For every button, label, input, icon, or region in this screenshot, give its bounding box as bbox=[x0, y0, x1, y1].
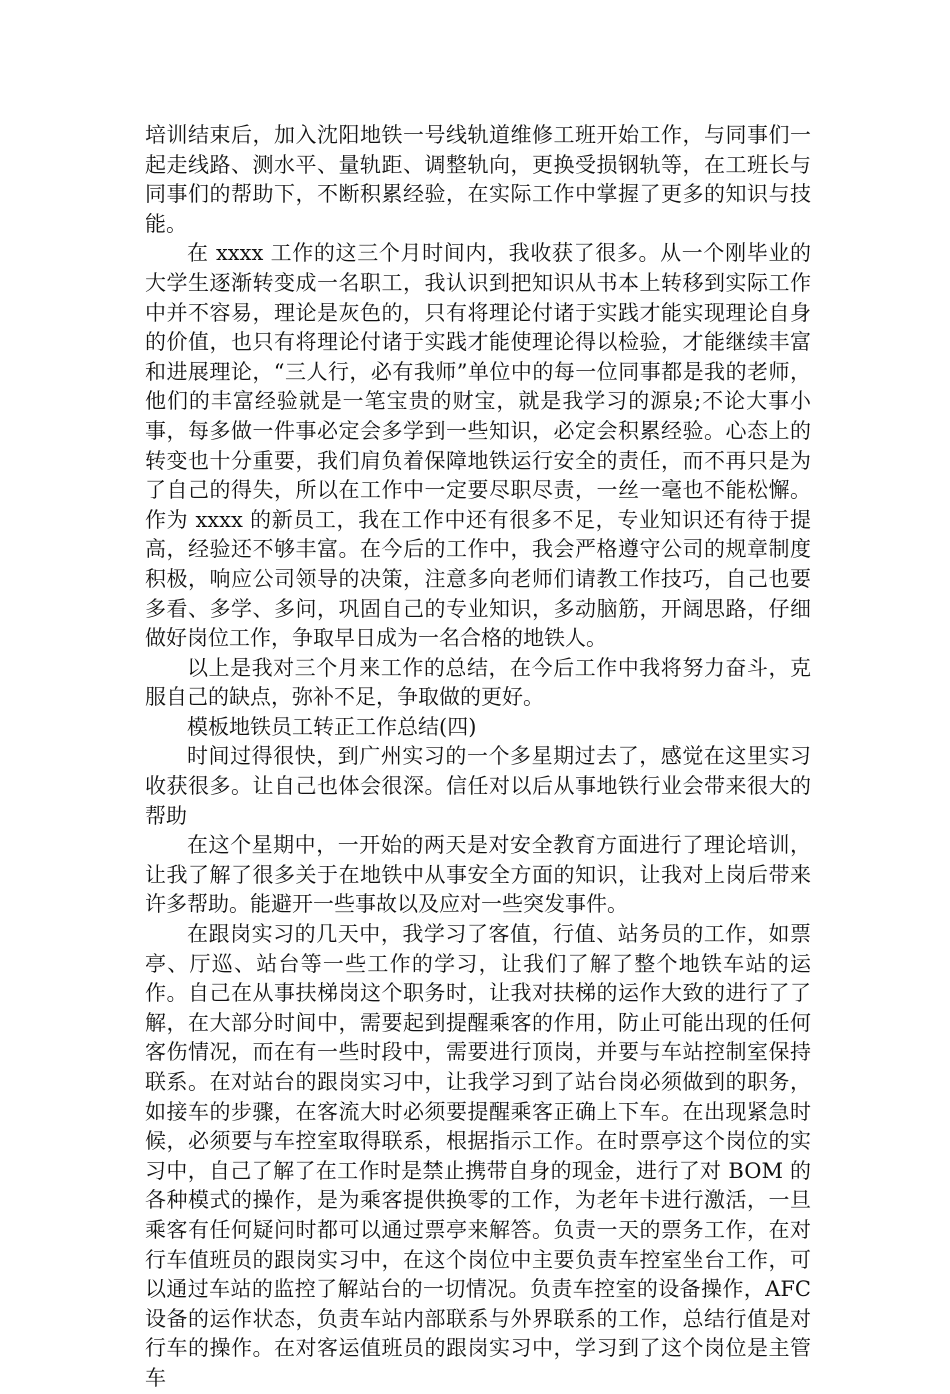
paragraph-4: 时间过得很快，到广州实习的一个多星期过去了，感觉在这里实习收获很多。让自己也体会很深。信任对以后从事地铁行业会带来很大的帮助 bbox=[145, 744, 811, 828]
paragraph-3: 以上是我对三个月来工作的总结，在今后工作中我将努力奋斗，克服自己的缺点，弥补不足，争取做的更好。 bbox=[145, 655, 811, 710]
paragraph-6: 在跟岗实习的几天中，我学习了客值，行值、站务员的工作，如票亭、厅巡、站台等一些工作的学习，让我们了解了整个地铁车站的运作。自己在从事扶梯岗这个职务时，让我对扶梯的运作大致的进行了了解，在大部分时间中，需要起到提醒乘客的作用，防止可能出现的任何客伤情况，而在有一些时段中，需要进行顶岗，并要与车站控制室保持联系。在对站台的跟岗实习中，让我学习到了站台岗必须做到的职务，如接车的步骤，在客流大时必须要提醒乘客正确上下车。在出现紧急时候，必须要与车控室取得联系，根据指示工作。在时票亭这个岗位的实习中，自己了解了在工作时是禁止携带自身的现金，进行了对 BOM 的各种模式的操作，是为乘客提供换零的工作，为老年卡进行激活，一旦乘客有任何疑问时都可以通过票亭来解答。负责一天的票务工作，在对行车值班员的跟岗实习中，在这个岗位中主要负责车控室坐台工作，可以通过车站的监控了解站台的一切情况。负责车控室的设备操作，AFC 设备的运作状态，负责车站内部联系与外界联系的工作，总结行值是对行车的操作。在对客运值班员的跟岗实习中，学习到了这个岗位是主管车 bbox=[145, 922, 811, 1390]
paragraph-2: 在 xxxx 工作的这三个月时间内，我收获了很多。从一个刚毕业的大学生逐渐转变成一名职工，我认识到把知识从书本上转移到实际工作中并不容易，理论是灰色的，只有将理论付诸于实践才能实现理论自身的价值，也只有将理论付诸于实践才能使理论得以检验，才能继续丰富和进展理论，“三人行，必有我师”单位中的每一位同事都是我的老师，他们的丰富经验就是一笔宝贵的财宝，就是我学习的源泉;不论大事小事，每多做一件事必定会多学到一些知识，必定会积累经验。心态上的转变也十分重要，我们肩负着保障地铁运行安全的责任，而不再只是为了自己的得失，所以在工作中一定要尽职尽责，一丝一毫也不能松懈。作为 xxxx 的新员工，我在工作中还有很多不足，专业知识还有待于提高，经验还不够丰富。在今后的工作中，我会严格遵守公司的规章制度积极，响应公司领导的决策，注意多向老师们请教工作技巧，自己也要多看、多学、多问，巩固自己的专业知识，多动脑筋，开阔思路，仔细做好岗位工作，争取早日成为一名合格的地铁人。 bbox=[145, 241, 811, 651]
paragraph-1: 培训结束后，加入沈阳地铁一号线轨道维修工班开始工作，与同事们一起走线路、测水平、量轨距、调整轨向，更换受损钢轨等，在工班长与同事们的帮助下，不断积累经验，在实际工作中掌握了更多的知识与技能。 bbox=[145, 123, 811, 236]
section-heading: 模板地铁员工转正工作总结(四) bbox=[187, 714, 477, 739]
paragraph-5: 在这个星期中，一开始的两天是对安全教育方面进行了理论培训，让我了解了很多关于在地铁中从事安全方面的知识，让我对上岗后带来许多帮助。能避开一些事故以及应对一些突发事件。 bbox=[145, 833, 811, 917]
document-body bbox=[145, 121, 811, 1394]
